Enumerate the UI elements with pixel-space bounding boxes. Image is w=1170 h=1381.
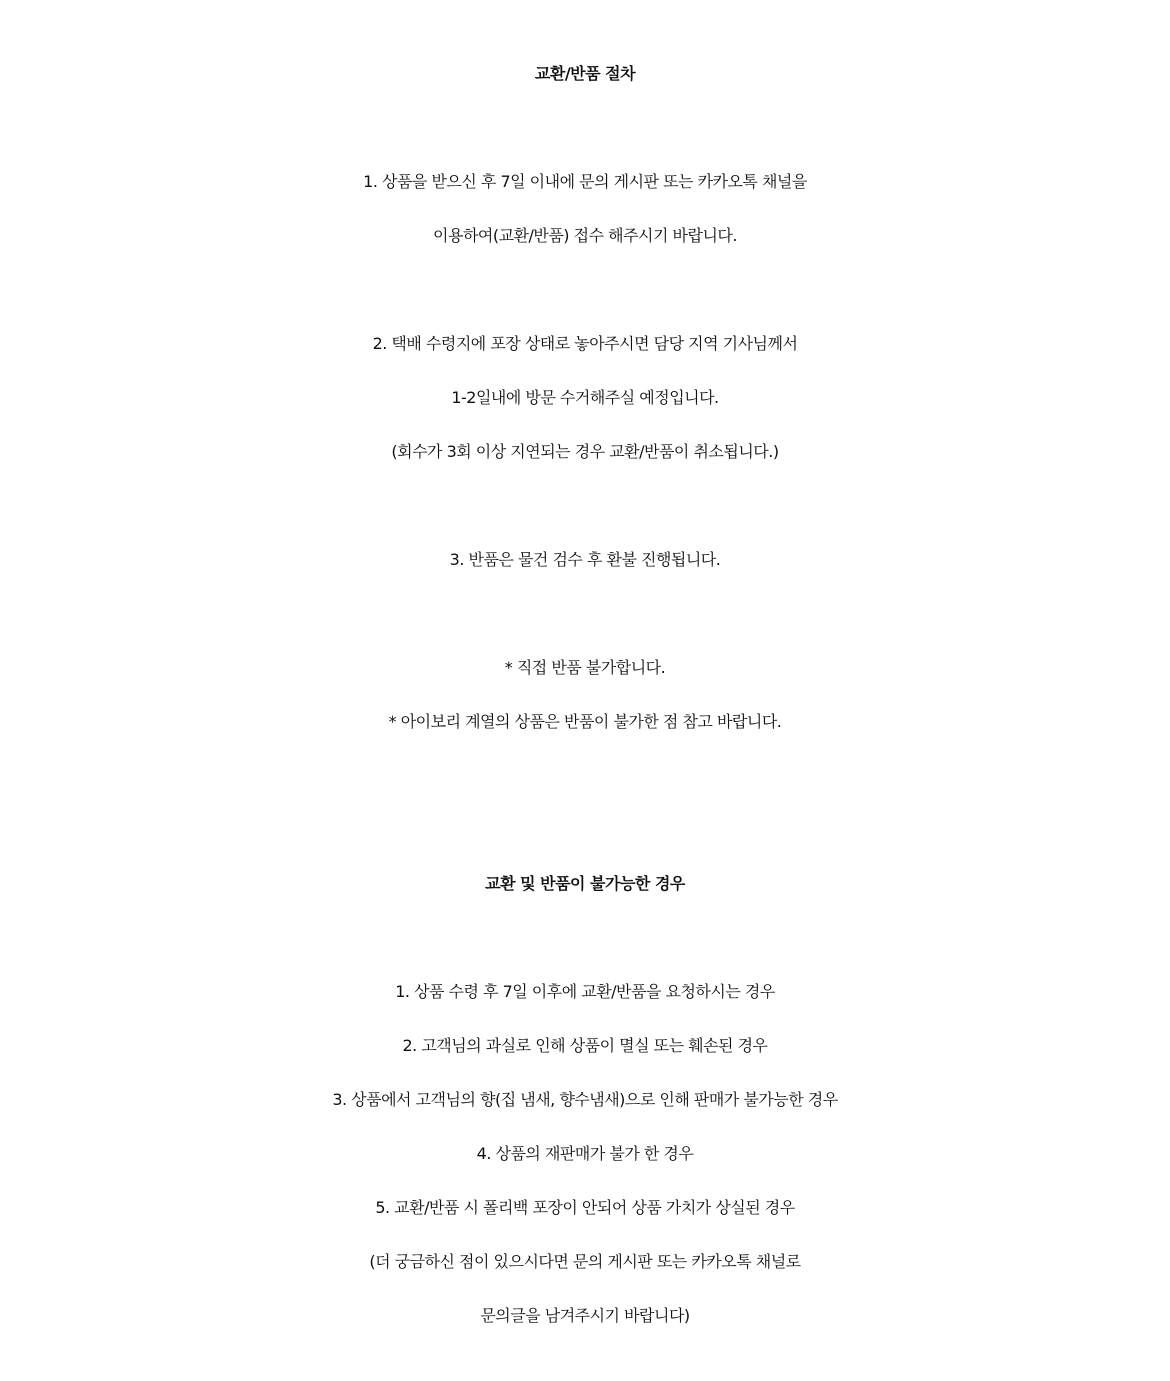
step1-line1: 1. 상품을 받으신 후 7일 이내에 문의 게시판 또는 카카오톡 채널을 — [363, 172, 807, 191]
step2-line2: 1-2일내에 방문 수거해주실 예정입니다. — [451, 388, 719, 407]
step2-line1: 2. 택배 수령지에 포장 상태로 놓아주시면 담당 지역 기사님께서 — [372, 334, 798, 353]
not-allowed-item1: 1. 상품 수령 후 7일 이후에 교환/반품을 요청하시는 경우 — [395, 982, 775, 1001]
step3: 3. 반품은 물건 검수 후 환불 진행됩니다. — [449, 550, 721, 569]
not-allowed-item5: 5. 교환/반품 시 폴리백 포장이 안되어 상품 가치가 상실된 경우 — [375, 1198, 795, 1217]
step1-line2: 이용하여(교환/반품) 접수 해주시기 바랍니다. — [433, 226, 737, 245]
note-direct-return: * 직접 반품 불가합니다. — [504, 658, 666, 677]
not-allowed-item4: 4. 상품의 재판매가 불가 한 경우 — [476, 1144, 694, 1163]
exchange-procedure-title: 교환/반품 절차 — [534, 64, 636, 83]
footer-line1: (더 궁금하신 점이 있으시다면 문의 게시판 또는 카카오톡 채널로 — [369, 1252, 801, 1271]
not-allowed-item2: 2. 고객님의 과실로 인해 상품이 멸실 또는 훼손된 경우 — [402, 1036, 768, 1055]
footer-line2: 문의글을 남겨주시기 바랍니다) — [480, 1306, 690, 1325]
not-allowed-title: 교환 및 반품이 불가능한 경우 — [485, 874, 685, 893]
step2-line3: (회수가 3회 이상 지연되는 경우 교환/반품이 취소됩니다.) — [391, 442, 779, 461]
not-allowed-item3: 3. 상품에서 고객님의 향(집 냄새, 향수냄새)으로 인해 판매가 불가능한 경우 — [332, 1090, 838, 1109]
note-ivory-items: * 아이보리 계열의 상품은 반품이 불가한 점 참고 바랍니다. — [388, 712, 782, 731]
